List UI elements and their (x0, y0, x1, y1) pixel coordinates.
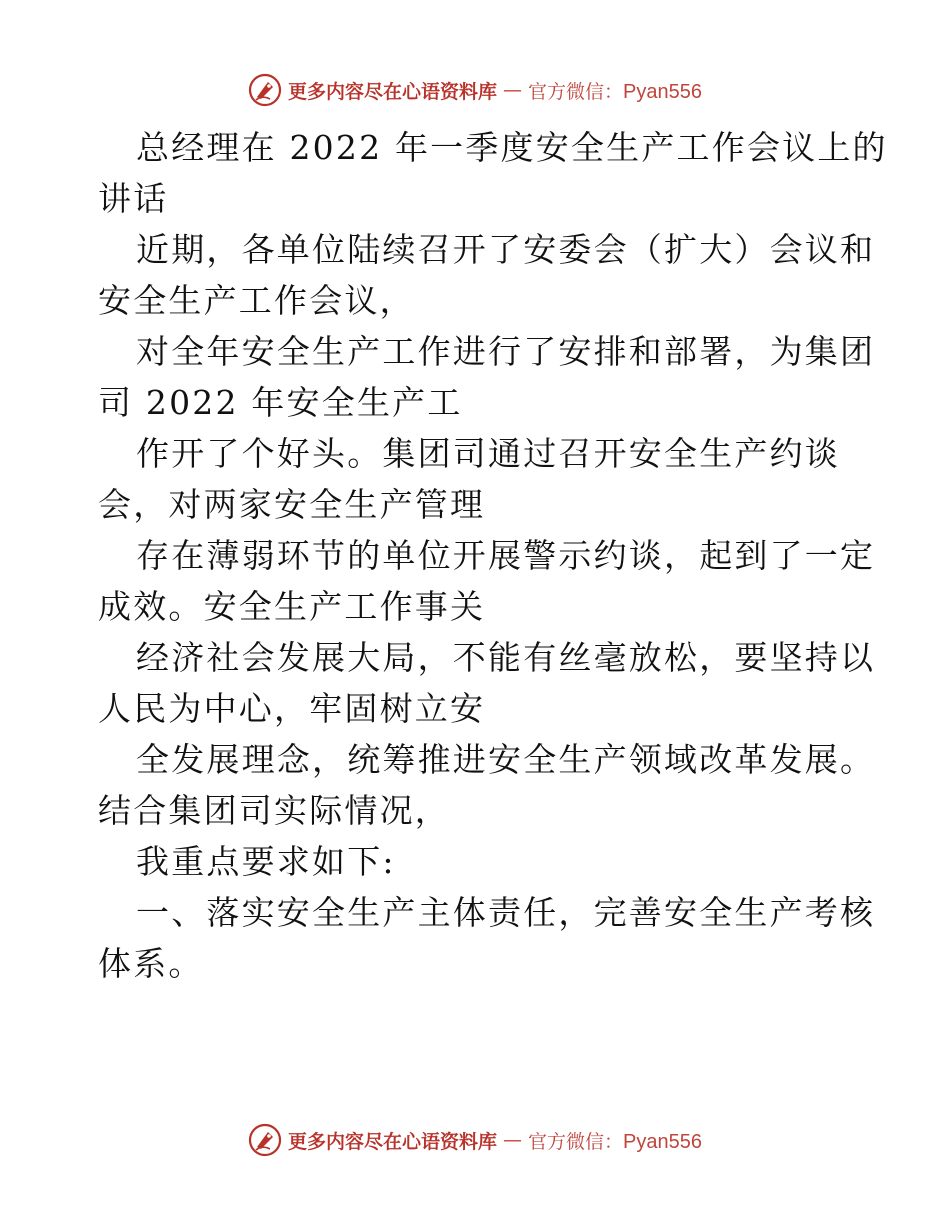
watermark-text: 更多内容尽在心语资料库 (288, 80, 498, 103)
paragraph-line: 存在薄弱环节的单位开展警示约谈，起到了一定 (136, 536, 876, 575)
paragraph-line: 人民为中心，牢固树立安 (98, 689, 486, 728)
paragraph (98, 326, 876, 428)
pen-nib-logo-icon (248, 1123, 282, 1157)
paragraph-line: 安全生产工作会议， (98, 281, 415, 320)
paragraph-line: 经济社会发展大局，不能有丝毫放松，要坚持以 (136, 638, 876, 677)
watermark-dash: — (503, 79, 523, 101)
watermark-contact-label: 官方微信： (528, 1130, 624, 1153)
paragraph-line: 结合集团司实际情况， (98, 791, 450, 830)
watermark-contact (528, 77, 702, 104)
paragraph (98, 224, 876, 326)
paragraph (98, 530, 876, 632)
watermark-banner-top (0, 70, 950, 110)
watermark-text: 更多内容尽在心语资料库 (288, 1130, 498, 1153)
paragraph-section-heading (98, 887, 876, 989)
pen-nib-logo-icon (248, 73, 282, 107)
document-body (98, 122, 888, 989)
paragraph-line: 对全年安全生产工作进行了安排和部署，为集团 (136, 332, 876, 371)
paragraph-line: 总经理在 2022 年一季度安全生产工作会议上的 (136, 128, 888, 167)
paragraph-line: 全发展理念，统筹推进安全生产领域改革发展。 (136, 740, 876, 779)
watermark-dash: — (503, 1129, 523, 1151)
paragraph-line: 司 2022 年安全生产工 (98, 383, 463, 422)
watermark-contact-label: 官方微信： (528, 80, 624, 103)
paragraph-title (98, 122, 888, 224)
paragraph-line: 近期，各单位陆续召开了安委会（扩大）会议和 (136, 230, 876, 269)
paragraph (98, 428, 858, 530)
watermark-contact-id: Pyan556 (623, 1130, 702, 1153)
paragraph-line: 作开了个好头。集团司通过召开安全生产约谈 (136, 434, 840, 473)
watermark-contact-id: Pyan556 (623, 80, 702, 103)
paragraph-line: 成效。安全生产工作事关 (98, 587, 486, 626)
paragraph-line: 讲话 (98, 179, 169, 218)
watermark-contact (528, 1127, 702, 1154)
paragraph-line: 会，对两家安全生产管理 (98, 485, 486, 524)
paragraph (98, 632, 876, 734)
paragraph-line: 一、落实安全生产主体责任，完善安全生产考核 (136, 893, 876, 932)
paragraph-line: 体系。 (98, 944, 204, 983)
watermark-banner-bottom (0, 1120, 950, 1160)
paragraph (98, 836, 858, 887)
paragraph-line: 我重点要求如下: (136, 842, 396, 881)
paragraph (98, 734, 876, 836)
